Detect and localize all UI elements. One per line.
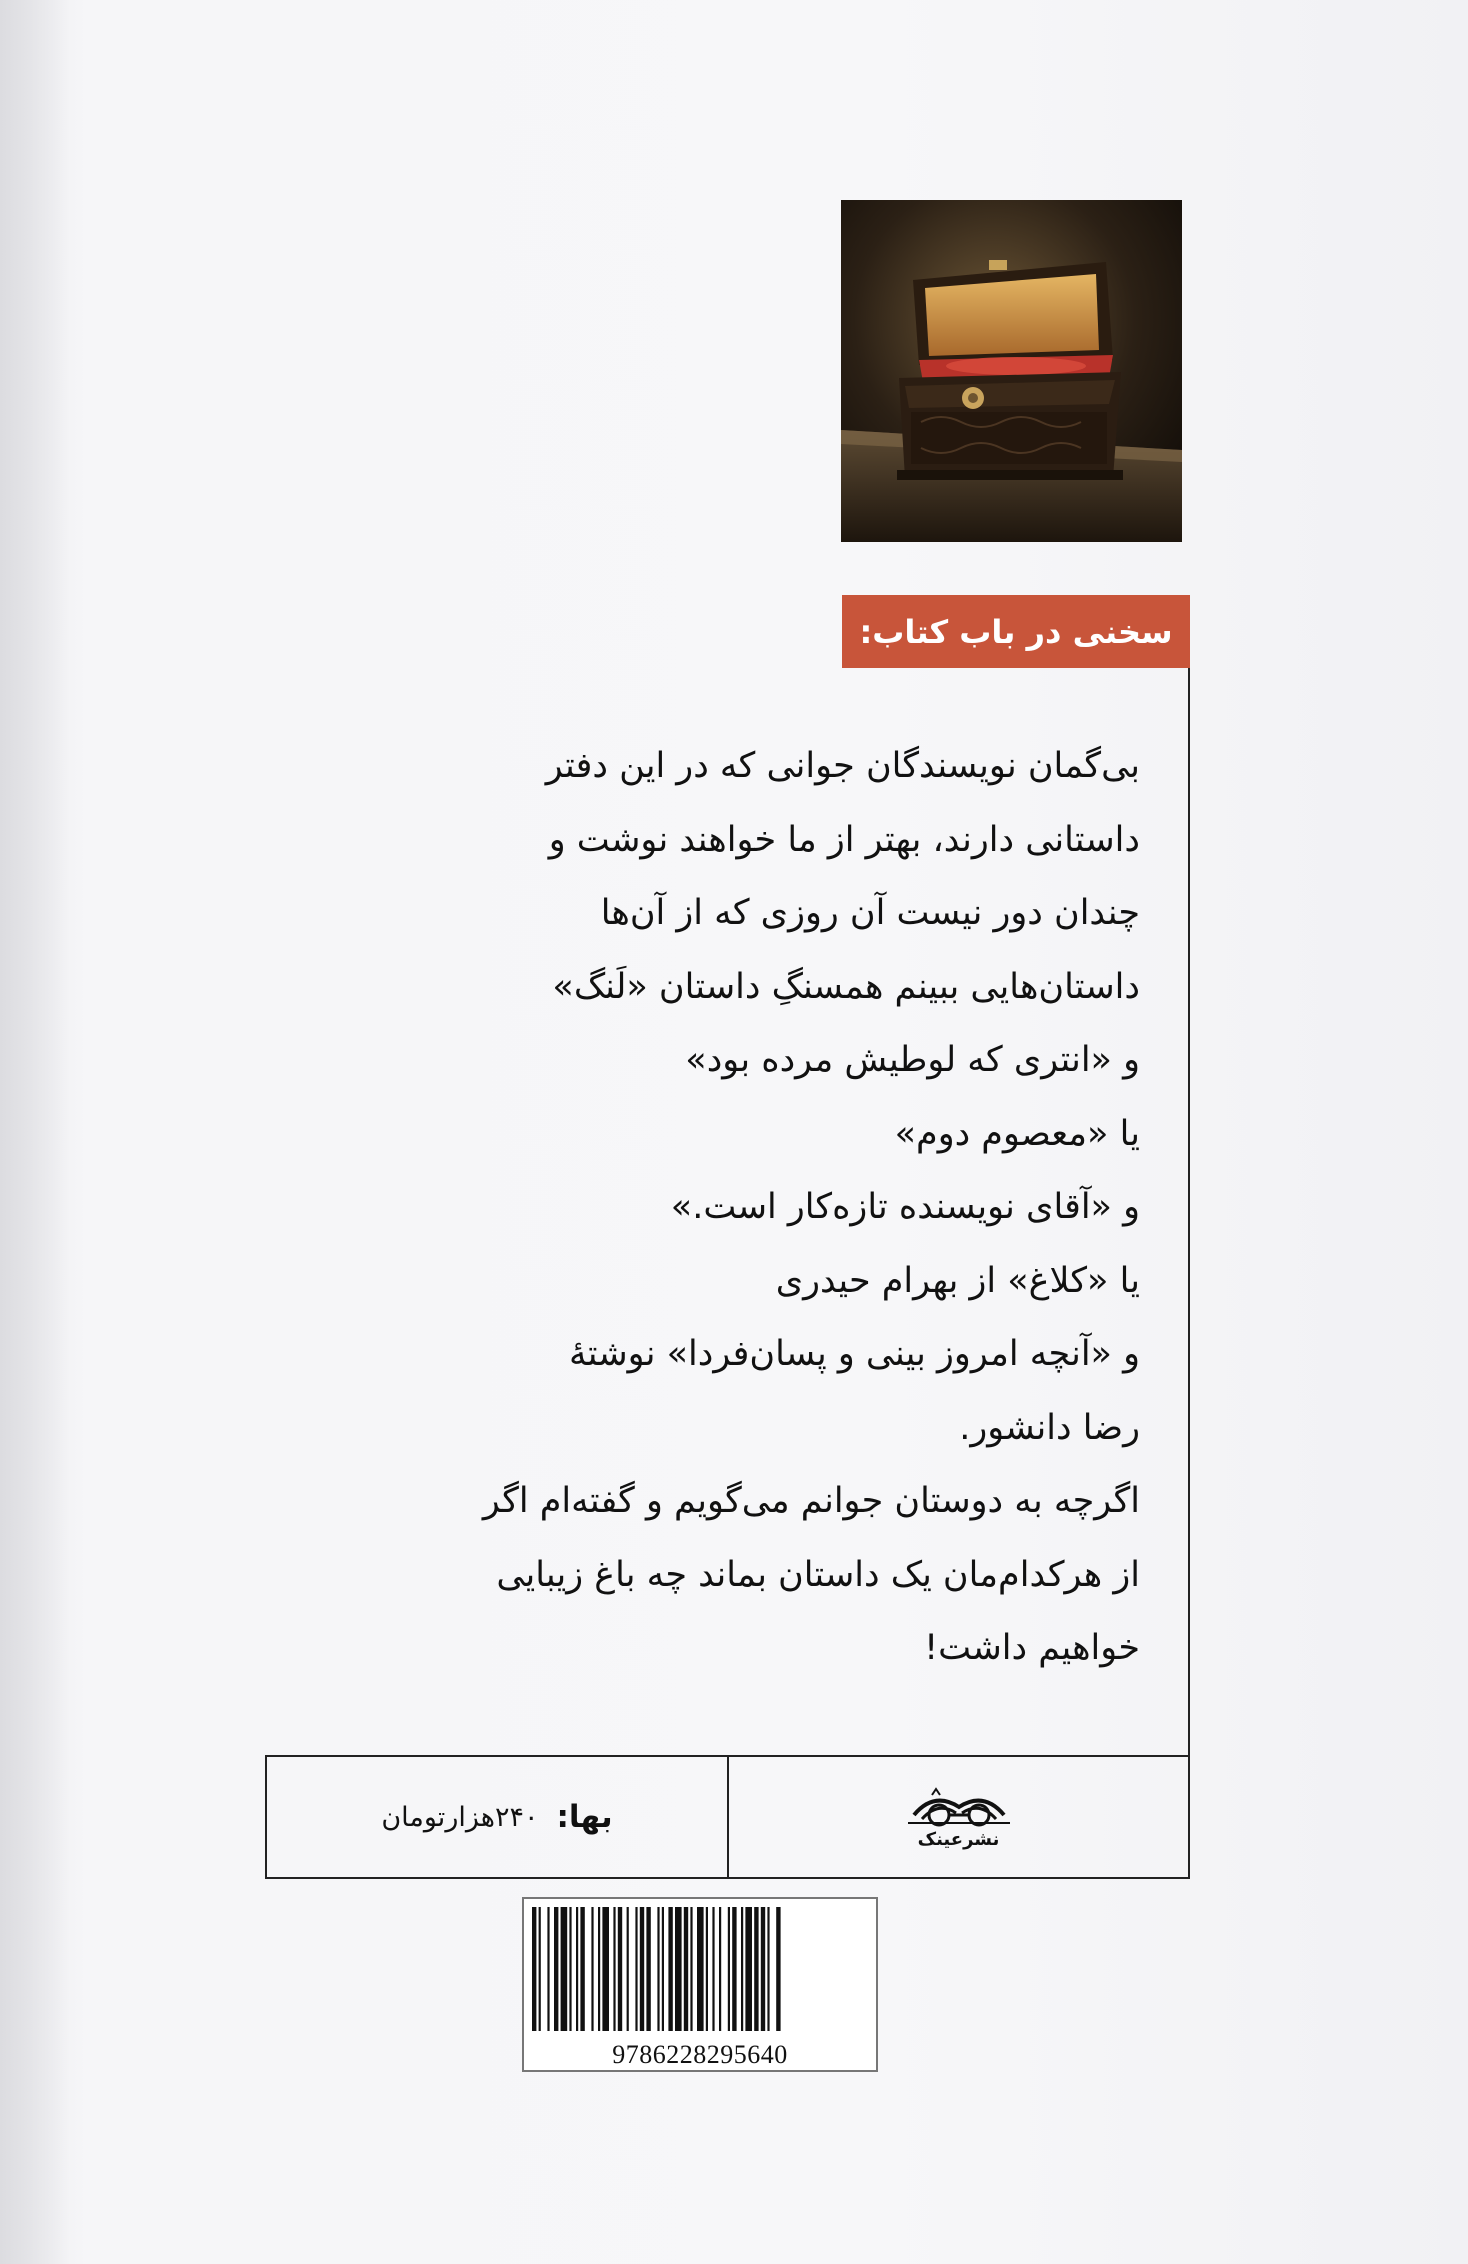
price-value: ۲۴۰هزار‌تومان	[381, 1801, 539, 1833]
isbn-number: 9786228295640	[612, 2040, 788, 2069]
barcode-bar	[668, 1907, 672, 2031]
barcode-bar	[745, 1907, 752, 2031]
barcode-bar	[684, 1907, 688, 2031]
blurb-line: بی‌گمان نویسندگان جوانی که در این دفتر	[545, 746, 1140, 786]
blurb-line: یا «کلاغ» از بهرام حیدری	[775, 1260, 1140, 1301]
barcode-bar	[712, 1907, 714, 2031]
isbn-barcode	[522, 1897, 878, 2072]
barcode-bar	[627, 1907, 629, 2031]
blurb-line: و «آنچه امروز بینی و پسان‌فردا» نوشتهٔ	[569, 1334, 1140, 1374]
barcode-bar	[662, 1907, 664, 2031]
publisher-name: نشرعینک	[917, 1828, 1000, 1850]
barcode-bar	[690, 1907, 692, 2031]
price-label: بها:	[556, 1799, 613, 1835]
blurb-line: خواهیم داشت!	[924, 1628, 1140, 1668]
barcode-bar	[776, 1907, 780, 2031]
blurb-line: اگرچه به دوستان جوانم می‌گویم و گفته‌ام اگر	[482, 1481, 1140, 1521]
section-header	[842, 595, 1190, 668]
frame-border	[1188, 668, 1190, 1755]
barcode-bar	[618, 1907, 622, 2031]
section-header-text: سخنی در باب کتاب:	[859, 612, 1173, 651]
barcode-bar	[554, 1907, 558, 2031]
barcode-bar	[697, 1907, 704, 2031]
barcode-bar	[646, 1907, 650, 2031]
barcode-bar	[602, 1907, 609, 2031]
barcode-bar	[719, 1907, 721, 2031]
barcode-bar	[657, 1907, 659, 2031]
barcode-bar	[591, 1907, 593, 2031]
barcode-bar	[640, 1907, 644, 2031]
blurb-line: یا «معصوم دوم»	[894, 1113, 1140, 1154]
barcode-bar	[706, 1907, 708, 2031]
barcode-bar	[613, 1907, 615, 2031]
price-cell	[267, 1757, 727, 1877]
barcode-bar	[569, 1907, 571, 2031]
spine-shadow	[0, 0, 70, 2264]
blurb-line: داستانی دارند، بهتر از ما خواهند نوشت و	[548, 819, 1140, 860]
blurb-text	[300, 730, 1140, 1686]
blurb-line: چندان دور نیست آن روزی که از آن‌ها	[600, 893, 1140, 933]
barcode-bar	[532, 1907, 536, 2031]
barcode-bar	[728, 1907, 730, 2031]
barcode-bar	[767, 1907, 769, 2031]
barcode-bar	[580, 1907, 584, 2031]
treasure-chest-photo	[841, 200, 1182, 542]
barcode-bar	[547, 1907, 549, 2031]
blurb-line: و «انتری که لوطیش مرده بود»	[685, 1040, 1140, 1080]
barcode-bar	[732, 1907, 736, 2031]
barcode-bar	[761, 1907, 765, 2031]
barcode-bar	[561, 1907, 568, 2031]
barcode-bar	[675, 1907, 682, 2031]
price-publisher-box	[265, 1755, 1190, 1879]
barcode-bar	[635, 1907, 637, 2031]
barcode-bar	[539, 1907, 541, 2031]
barcode-bars	[524, 1899, 876, 2039]
barcode-bar	[741, 1907, 743, 2031]
barcode-bar	[598, 1907, 600, 2031]
blurb-line: از هرکدام‌مان یک داستان بماند چه باغ زیبایی	[496, 1554, 1140, 1595]
blurb-line: رضا دانشور.	[959, 1407, 1140, 1448]
glasses-book-logo-icon	[904, 1785, 1014, 1827]
barcode-bar	[576, 1907, 578, 2031]
barcode-bar	[754, 1907, 758, 2031]
publisher-cell	[729, 1757, 1188, 1877]
blurb-line: و «آقای نویسنده تازه‌کار است.»	[670, 1187, 1140, 1227]
blurb-line: داستان‌هایی ببینم همسنگِ داستان «لَنگ»	[552, 966, 1140, 1007]
